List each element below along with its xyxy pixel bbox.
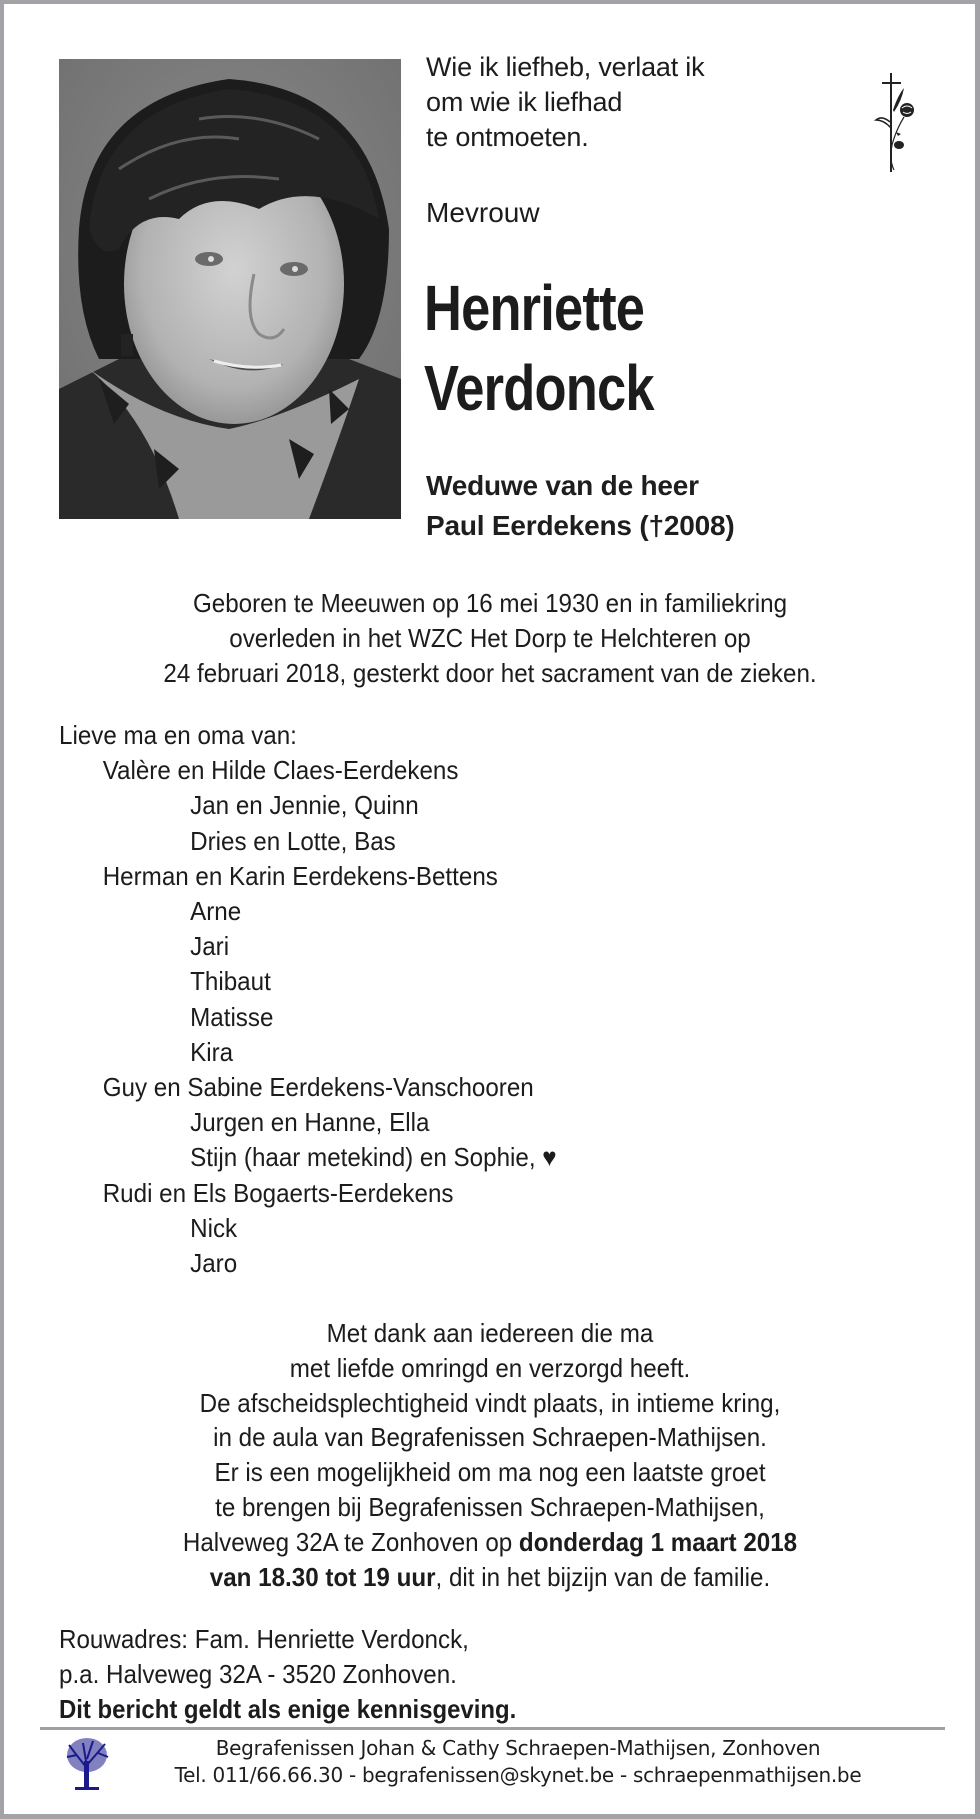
paragraph-line (90, 1560, 890, 1595)
family-intro: Lieve ma en oma van: (59, 720, 297, 750)
notice-statement: Dit bericht geldt als enige kennisgeving. (59, 1693, 517, 1724)
family-grandchild: Jari (190, 931, 230, 962)
paragraph-line (90, 1525, 890, 1560)
family-child: Herman en Karin Eerdekens-Bettens (102, 860, 498, 891)
location-text: Halveweg 32A te Zonhoven op (182, 1526, 519, 1557)
address-line: Rouwadres: Fam. Henriette Verdonck, (59, 1624, 469, 1654)
paragraph-line: overleden in het WZC Het Dorp te Helchteren op (229, 623, 751, 653)
family-grandchild: Kira (190, 1036, 234, 1067)
paragraph-line: Er is een mogelijkheid om ma nog een laatste groet (214, 1457, 766, 1488)
honorific: Mevrouw (426, 197, 540, 228)
funeral-home-contact: Tel. 011/66.66.30 - begrafenissen@skynet.be - schraepenmathijsen.be (174, 1763, 862, 1787)
family-grandchild: Stijn (haar metekind) en Sophie, ♥ (190, 1142, 557, 1173)
paragraph-line: te brengen bij Begrafenissen Schraepen-Mathijsen, (215, 1491, 765, 1522)
poem-line: om wie ik liefhad (426, 87, 623, 117)
spouse-info (426, 466, 734, 546)
paragraph-line: De afscheidsplechtigheid vindt plaats, in intieme kring, (199, 1387, 781, 1418)
poem (426, 50, 704, 155)
cross-with-rose-icon (874, 70, 920, 174)
poem-line: Wie ik liefheb, verlaat ik (426, 52, 705, 82)
paragraph-line: in de aula van Begrafenissen Schraepen-Mathijsen. (213, 1422, 767, 1453)
paragraph-line: met liefde omringd en verzorgd heeft. (289, 1352, 691, 1383)
paragraph-line: Geboren te Meeuwen op 16 mei 1930 en in familiekring (192, 588, 788, 618)
first-name: Henriette (424, 272, 645, 344)
funeral-home-footer (118, 1735, 918, 1789)
portrait-photo (59, 59, 401, 519)
spouse-line: Paul Eerdekens (†2008) (426, 510, 735, 541)
paragraph-line: 24 februari 2018, gesterkt door het sacrament van de zieken. (163, 658, 817, 688)
mourning-address (59, 1622, 556, 1726)
family-grandchild: Arne (190, 896, 242, 927)
family-list (59, 718, 594, 1281)
footer-divider (40, 1727, 945, 1730)
last-name: Verdonck (424, 352, 654, 424)
family-child: Rudi en Els Bogaerts-Eerdekens (102, 1177, 454, 1208)
spouse-line: Weduwe van de heer (426, 470, 699, 501)
funeral-home-name: Begrafenissen Johan & Cathy Schraepen-Mathijsen, Zonhoven (215, 1736, 821, 1760)
family-grandchild: Jurgen en Hanne, Ella (190, 1107, 430, 1138)
tree-logo-icon (63, 1735, 111, 1793)
visitation-time: van 18.30 tot 19 uur (209, 1561, 436, 1592)
presence-text: , dit in het bijzijn van de familie. (435, 1561, 771, 1592)
family-grandchild: Nick (190, 1212, 238, 1243)
family-grandchild: Jaro (190, 1248, 238, 1279)
family-grandchild: Matisse (190, 1001, 274, 1032)
family-grandchild: Jan en Jennie, Quinn (190, 790, 419, 821)
family-child: Guy en Sabine Eerdekens-Vanschooren (102, 1072, 534, 1103)
paragraph-line: Met dank aan iedereen die ma (326, 1318, 654, 1348)
deceased-name (424, 268, 654, 428)
poem-line: te ontmoeten. (426, 122, 589, 152)
ceremony-paragraph (90, 1316, 890, 1594)
family-child: Valère en Hilde Claes-Eerdekens (102, 755, 459, 786)
address-line: p.a. Halveweg 32A - 3520 Zonhoven. (59, 1658, 457, 1689)
family-grandchild: Thibaut (190, 966, 271, 997)
birth-death-paragraph (72, 586, 909, 691)
visitation-date: donderdag 1 maart 2018 (518, 1526, 798, 1557)
family-grandchild: Dries en Lotte, Bas (190, 825, 396, 856)
